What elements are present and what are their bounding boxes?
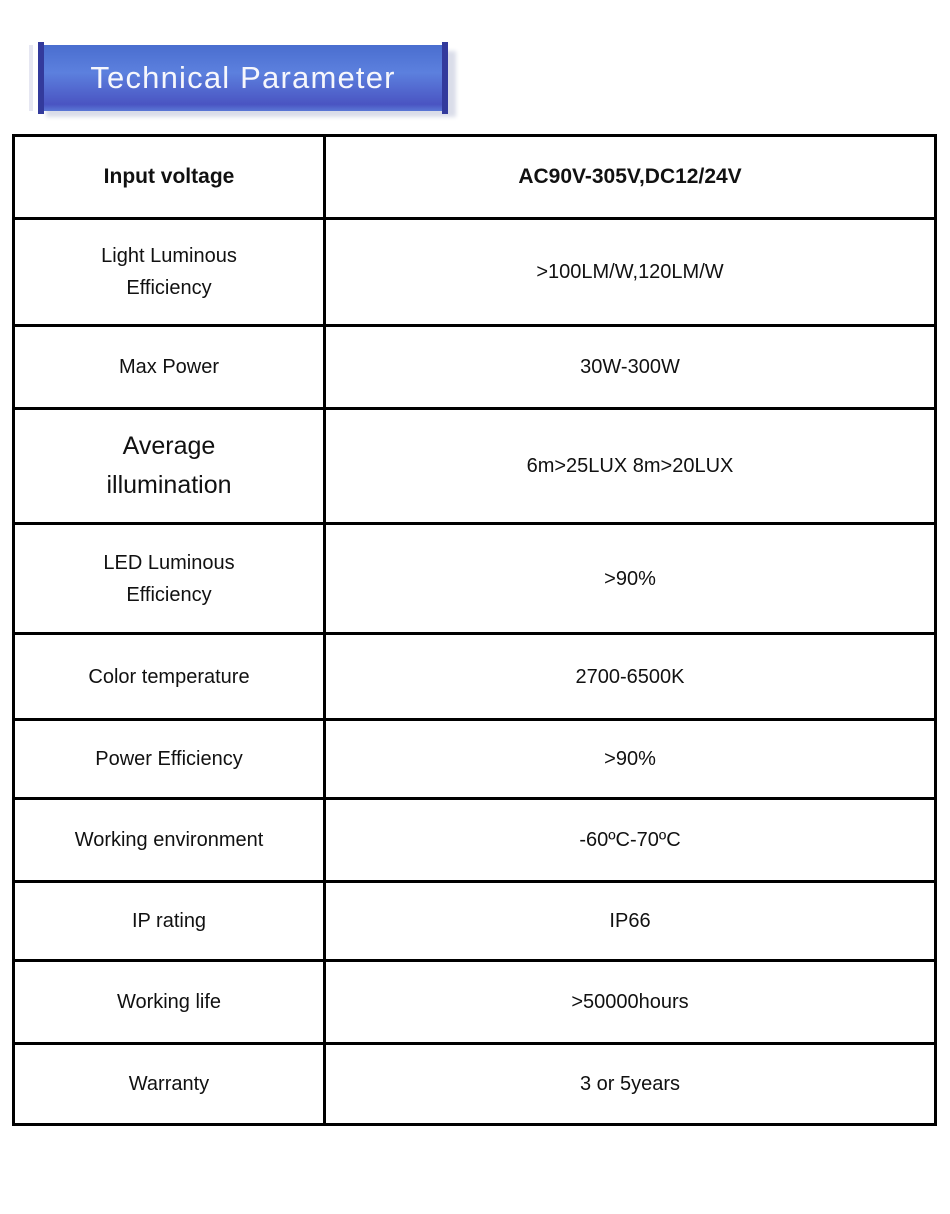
section-header-badge [38, 45, 448, 111]
param-value: AC90V-305V,DC12/24V [325, 136, 936, 219]
table-row [14, 720, 936, 799]
param-value: 30W-300W [325, 326, 936, 409]
table-row [14, 1044, 936, 1125]
badge-right-cap [442, 42, 448, 114]
param-value: 6m>25LUX 8m>20LUX [325, 409, 936, 524]
table-row [14, 524, 936, 634]
param-value: >90% [325, 720, 936, 799]
table-row [14, 634, 936, 720]
param-label: Color temperature [14, 634, 325, 720]
param-value: 3 or 5years [325, 1044, 936, 1125]
param-label: IP rating [14, 882, 325, 961]
param-label: Light Luminous Efficiency [14, 219, 325, 326]
param-label: Working environment [14, 799, 325, 882]
table-row [14, 882, 936, 961]
badge-left-cap [38, 42, 44, 114]
param-value: >50000hours [325, 961, 936, 1044]
param-value: >100LM/W,120LM/W [325, 219, 936, 326]
param-value: >90% [325, 524, 936, 634]
table-row [14, 961, 936, 1044]
technical-parameter-table [12, 134, 937, 1126]
param-value: 2700-6500K [325, 634, 936, 720]
param-label: Input voltage [14, 136, 325, 219]
param-value: -60ºC-70ºC [325, 799, 936, 882]
table-row [14, 409, 936, 524]
page-title: Technical Parameter [90, 60, 396, 95]
table-row [14, 219, 936, 326]
param-label: Power Efficiency [14, 720, 325, 799]
param-label: LED Luminous Efficiency [14, 524, 325, 634]
param-label: Warranty [14, 1044, 325, 1125]
param-label: Working life [14, 961, 325, 1044]
param-label: Max Power [14, 326, 325, 409]
table-row [14, 799, 936, 882]
table-row [14, 326, 936, 409]
param-label: Average illumination [14, 409, 325, 524]
param-value: IP66 [325, 882, 936, 961]
table-row [14, 136, 936, 219]
